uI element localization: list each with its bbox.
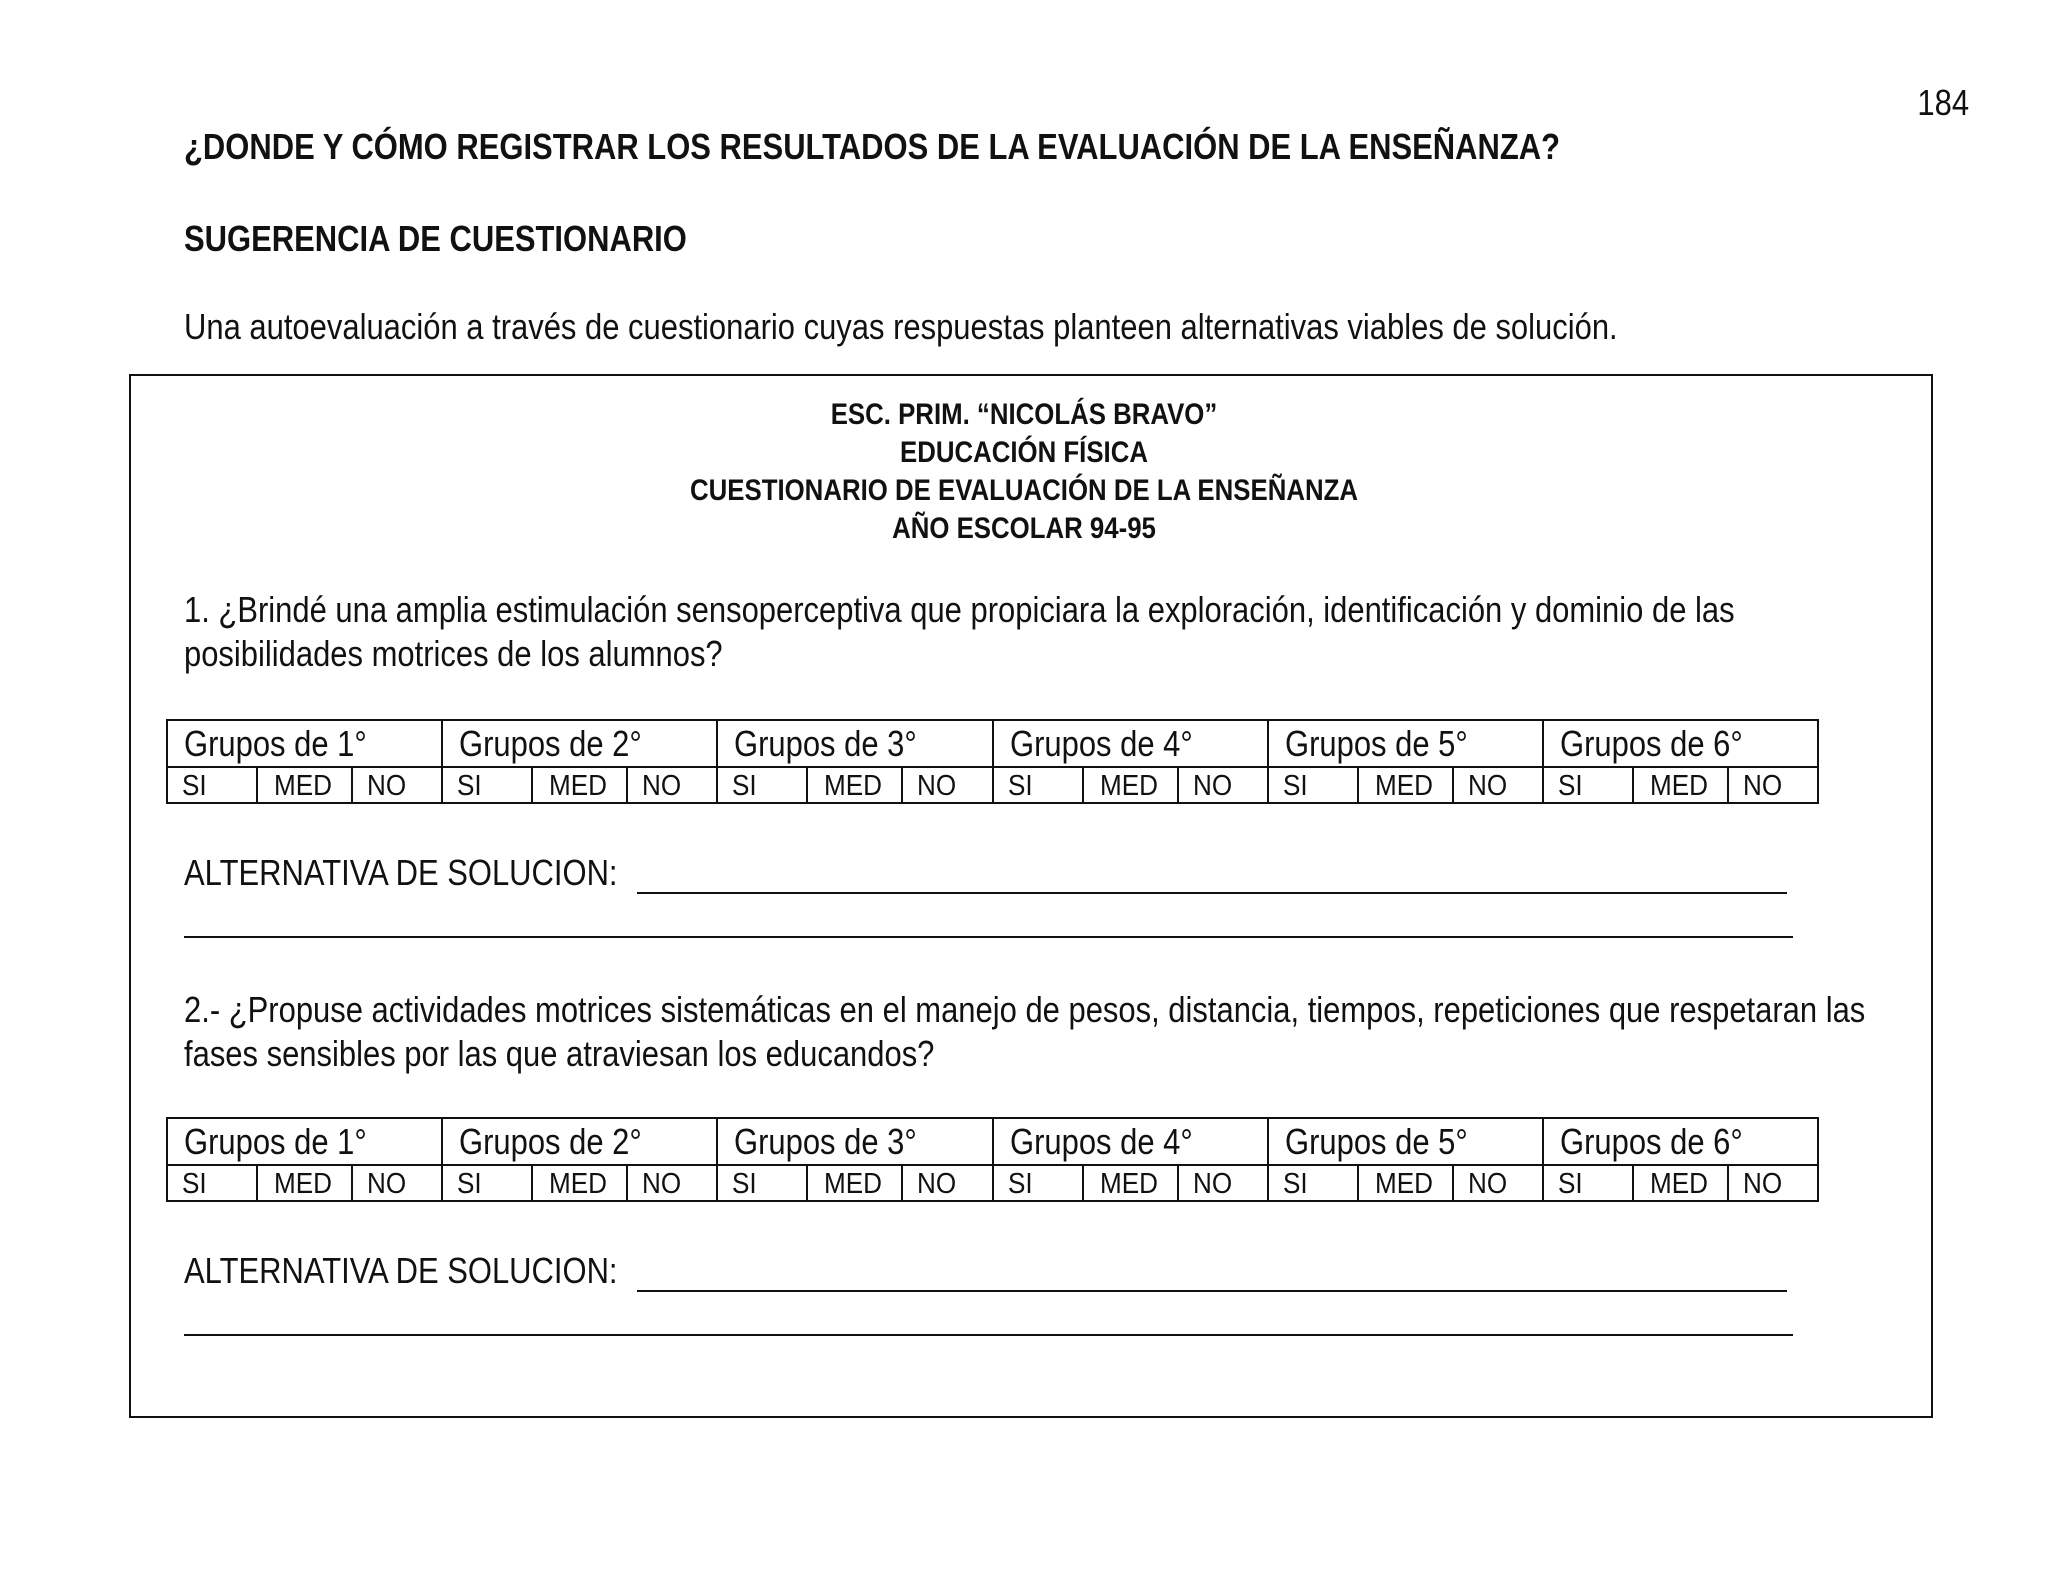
group-3 (718, 721, 993, 802)
option-med[interactable]: MED (1634, 768, 1729, 804)
option-no[interactable]: NO (367, 1168, 407, 1200)
group-label: Grupos de 1° (168, 721, 441, 768)
subject-name: EDUCACIÓN FÍSICA (900, 436, 1148, 469)
option-no[interactable]: NO (1467, 770, 1507, 802)
option-no[interactable]: NO (642, 1168, 682, 1200)
option-si[interactable]: SI (1269, 1166, 1359, 1202)
group-label: Grupos de 6° (1544, 721, 1817, 768)
form-header (0, 396, 2048, 548)
group-6 (1544, 1119, 1817, 1200)
question-1 (184, 588, 1947, 676)
option-med[interactable]: MED (258, 768, 353, 804)
option-no[interactable]: NO (367, 770, 407, 802)
option-si[interactable]: SI (168, 1166, 258, 1202)
option-med[interactable]: MED (533, 1166, 628, 1202)
group-2 (443, 1119, 718, 1200)
group-label: Grupos de 6° (1544, 1119, 1817, 1166)
group-4 (994, 1119, 1269, 1200)
option-med[interactable]: MED (533, 768, 628, 804)
group-label: Grupos de 5° (1269, 1119, 1542, 1166)
option-no[interactable]: NO (1192, 1168, 1232, 1200)
option-si[interactable]: SI (443, 768, 533, 804)
answer-line[interactable] (637, 892, 1787, 894)
option-no[interactable]: NO (917, 1168, 957, 1200)
question-2-line-2: fases sensibles por las que atraviesan los educandos? (184, 1033, 935, 1074)
option-no[interactable]: NO (917, 770, 957, 802)
alternative-label-1: ALTERNATIVA DE SOLUCION: (184, 852, 618, 893)
option-med[interactable]: MED (258, 1166, 353, 1202)
group-label: Grupos de 4° (994, 721, 1267, 768)
option-no[interactable]: NO (1467, 1168, 1507, 1200)
option-si[interactable]: SI (1269, 768, 1359, 804)
group-6 (1544, 721, 1817, 802)
group-5 (1269, 1119, 1544, 1200)
question-2-line-1: 2.- ¿Propuse actividades motrices sistemáticas en el manejo de pesos, distancia, tiempos, repeticiones que respetaran las (184, 989, 1866, 1030)
option-si[interactable]: SI (994, 768, 1084, 804)
group-1 (168, 721, 443, 802)
option-si[interactable]: SI (994, 1166, 1084, 1202)
group-label: Grupos de 4° (994, 1119, 1267, 1166)
option-si[interactable]: SI (1544, 1166, 1634, 1202)
group-label: Grupos de 3° (718, 721, 991, 768)
group-1 (168, 1119, 443, 1200)
answer-line[interactable] (184, 936, 1793, 938)
group-label: Grupos de 3° (718, 1119, 991, 1166)
option-med[interactable]: MED (1084, 1166, 1179, 1202)
group-label: Grupos de 5° (1269, 721, 1542, 768)
section-subtitle: SUGERENCIA DE CUESTIONARIO (184, 218, 687, 259)
question-2 (184, 988, 1947, 1076)
intro-paragraph: Una autoevaluación a través de cuestionario cuyas respuestas planteen alternativas viables de solución. (184, 306, 1618, 347)
option-no[interactable]: NO (642, 770, 682, 802)
answer-grid-1 (166, 719, 1819, 804)
page-title: ¿DONDE Y CÓMO REGISTRAR LOS RESULTADOS DE LA EVALUACIÓN DE LA ENSEÑANZA? (184, 126, 1561, 167)
group-2 (443, 721, 718, 802)
option-si[interactable]: SI (1544, 768, 1634, 804)
group-label: Grupos de 2° (443, 1119, 716, 1166)
option-med[interactable]: MED (1084, 768, 1179, 804)
option-no[interactable]: NO (1742, 1168, 1783, 1200)
option-med[interactable]: MED (1359, 1166, 1454, 1202)
answer-line[interactable] (637, 1290, 1787, 1292)
option-med[interactable]: MED (808, 1166, 903, 1202)
answer-grid-2 (166, 1117, 1819, 1202)
questionnaire-title: CUESTIONARIO DE EVALUACIÓN DE LA ENSEÑANZA (690, 474, 1358, 507)
group-4 (994, 721, 1269, 802)
option-si[interactable]: SI (443, 1166, 533, 1202)
school-name: ESC. PRIM. “NICOLÁS BRAVO” (830, 398, 1218, 431)
group-3 (718, 1119, 993, 1200)
group-5 (1269, 721, 1544, 802)
option-no[interactable]: NO (1192, 770, 1232, 802)
option-si[interactable]: SI (168, 768, 258, 804)
option-med[interactable]: MED (1634, 1166, 1729, 1202)
option-med[interactable]: MED (808, 768, 903, 804)
option-si[interactable]: SI (718, 1166, 808, 1202)
answer-line[interactable] (184, 1334, 1793, 1336)
question-1-line-2: posibilidades motrices de los alumnos? (184, 633, 723, 674)
alternative-label-2: ALTERNATIVA DE SOLUCION: (184, 1250, 618, 1291)
option-si[interactable]: SI (718, 768, 808, 804)
option-med[interactable]: MED (1359, 768, 1454, 804)
group-label: Grupos de 1° (168, 1119, 441, 1166)
option-no[interactable]: NO (1742, 770, 1783, 802)
question-1-line-1: 1. ¿Brindé una amplia estimulación sensoperceptiva que propiciara la exploración, identificación y dominio de las (184, 589, 1735, 630)
group-label: Grupos de 2° (443, 721, 716, 768)
school-year: AÑO ESCOLAR 94-95 (892, 512, 1156, 545)
page-number: 184 (1917, 82, 1969, 123)
